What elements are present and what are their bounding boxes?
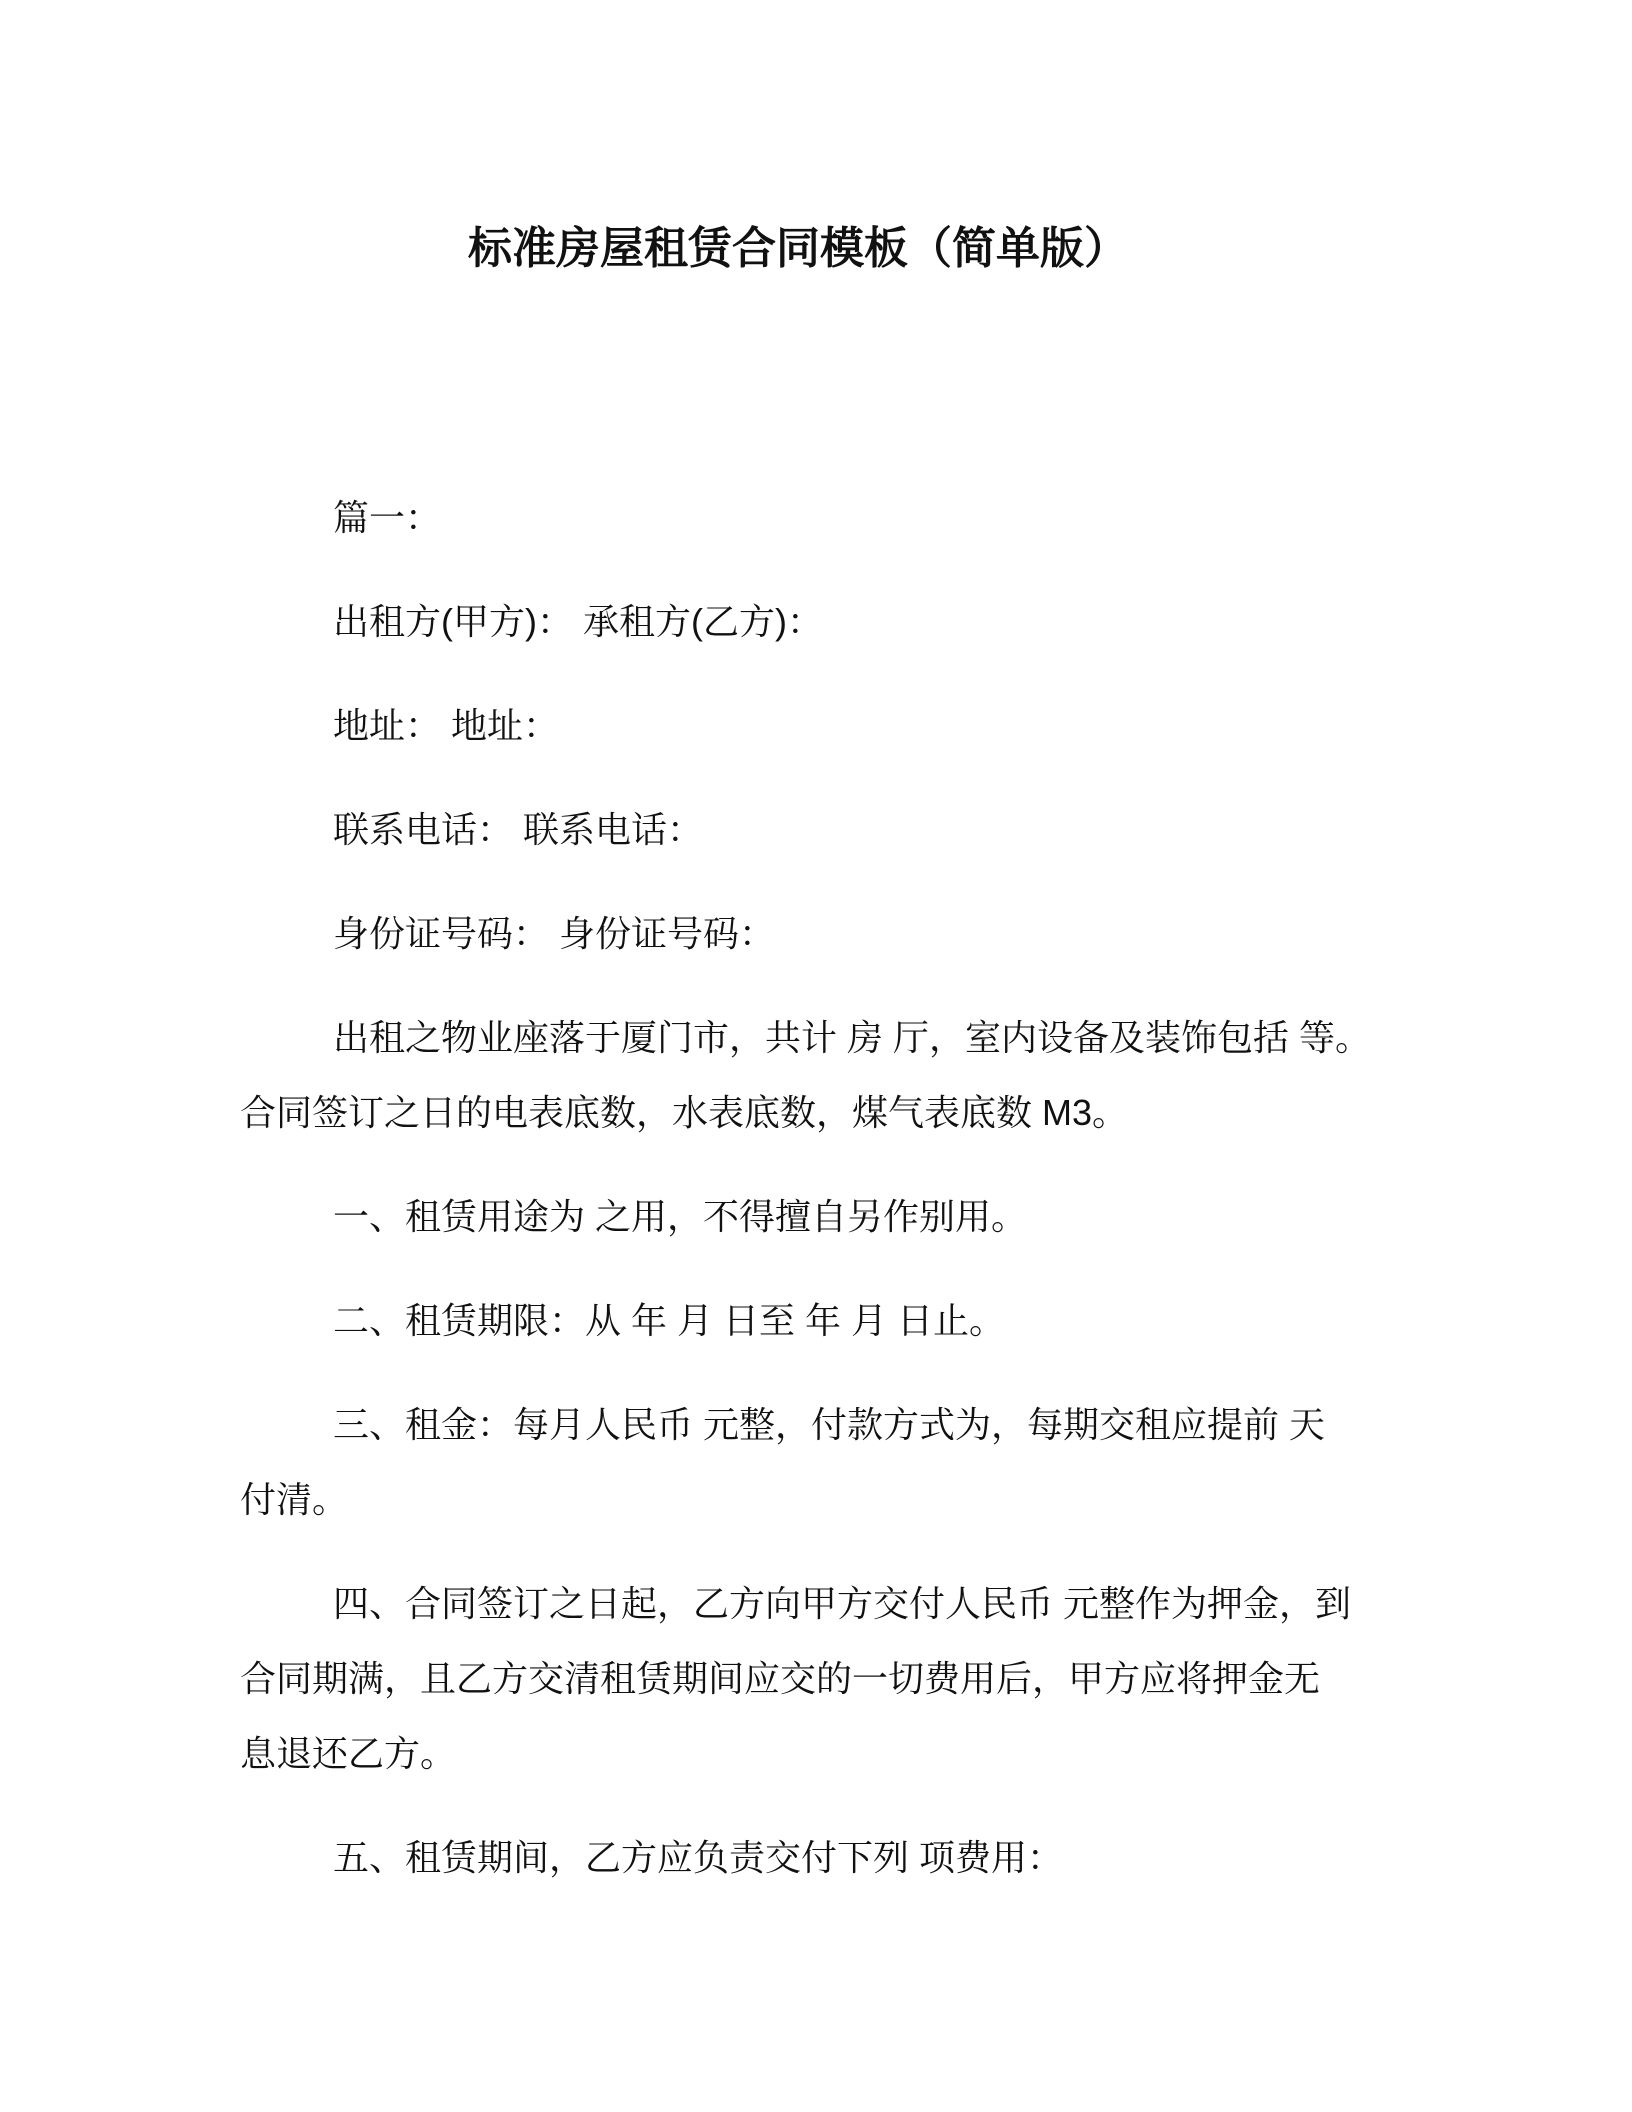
paragraph-line: 五、租赁期间，乙方应负责交付下列 项费用： (333, 1837, 1064, 1878)
paragraph-id-number (240, 896, 1540, 971)
paragraph-line: 合同签订之日的电表底数，水表底数，煤气表底数 M3。 (240, 1092, 1129, 1133)
clause-4-deposit (240, 1566, 1540, 1791)
clause-5-fees (240, 1820, 1540, 1895)
paragraph-line: 联系电话： 联系电话： (333, 809, 704, 850)
document-body (240, 480, 1540, 1924)
paragraph-line: 篇一： (333, 497, 442, 538)
paragraph-line: 出租方(甲方)： 承租方(乙方)： (333, 601, 823, 642)
paragraph-line: 付清。 (240, 1479, 349, 1520)
paragraph-line: 二、租赁期限：从 年 月 日至 年 月 日止。 (333, 1300, 1006, 1341)
paragraph-line: 三、租金：每月人民币 元整，付款方式为，每期交租应提前 天 (333, 1404, 1326, 1445)
document-title: 标准房屋租赁合同模板（简单版） (468, 224, 1128, 273)
paragraph-line: 出租之物业座落于厦门市，共计 房 厅，室内设备及装饰包括 等。 (333, 1017, 1372, 1058)
paragraph-line: 地址： 地址： (333, 705, 560, 746)
paragraph-parties (240, 584, 1540, 659)
paragraph-line: 四、合同签订之日起，乙方向甲方交付人民币 元整作为押金，到 (333, 1583, 1352, 1624)
paragraph-line: 身份证号码： 身份证号码： (333, 913, 776, 954)
paragraph-line: 合同期满，且乙方交清租赁期间应交的一切费用后，甲方应将押金无 (240, 1658, 1321, 1699)
clause-2-term (240, 1283, 1540, 1358)
paragraph-address (240, 688, 1540, 763)
paragraph-line: 息退还乙方。 (240, 1733, 457, 1774)
paragraph-line: 一、租赁用途为 之用，不得擅自另作别用。 (333, 1196, 1028, 1237)
paragraph-section-heading (240, 480, 1540, 555)
clause-1-usage (240, 1179, 1540, 1254)
paragraph-property-description (240, 1000, 1540, 1150)
clause-3-rent (240, 1387, 1540, 1537)
paragraph-phone (240, 792, 1540, 867)
